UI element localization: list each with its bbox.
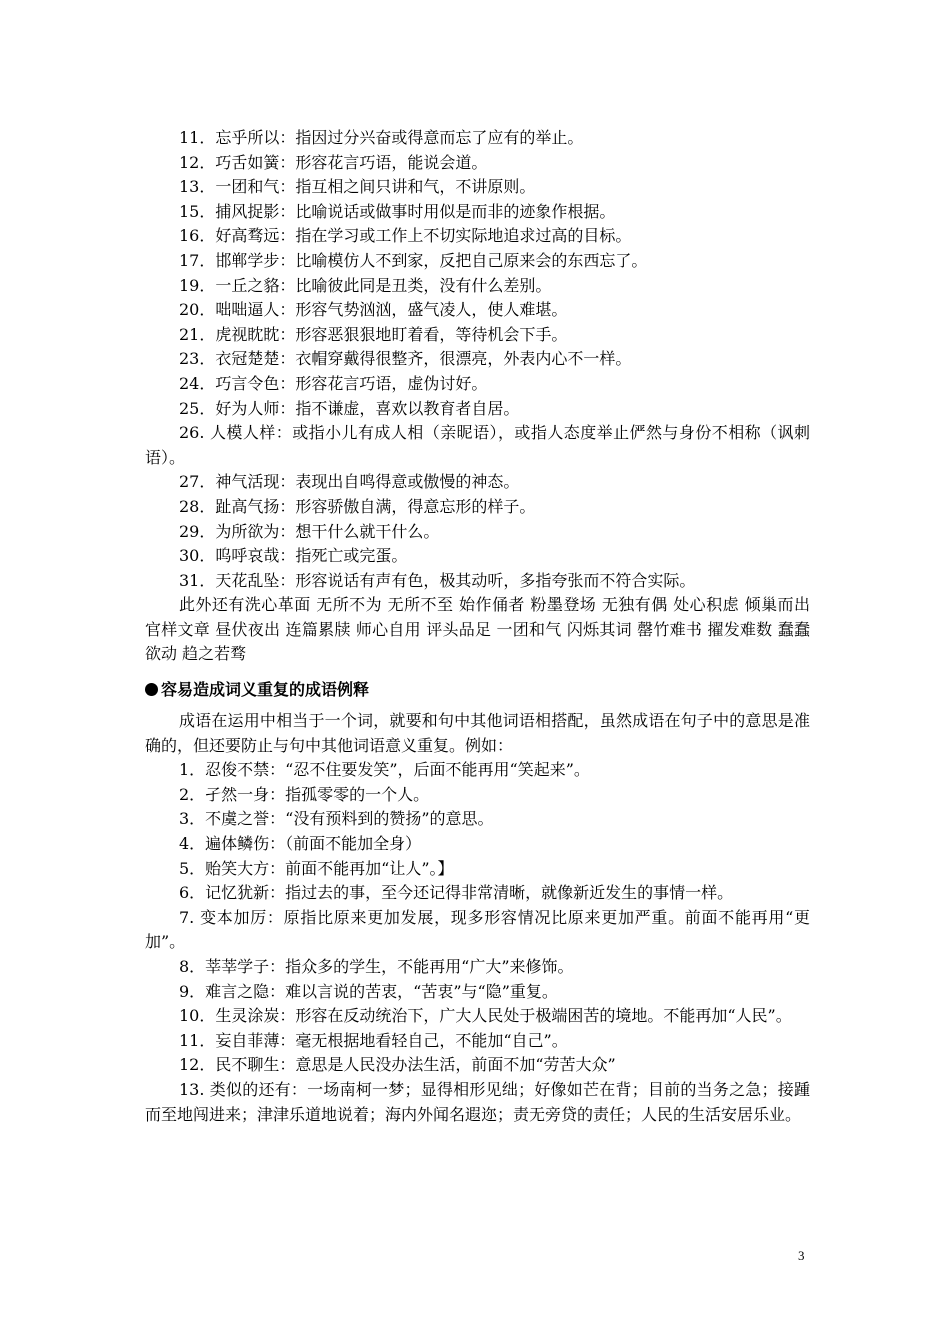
list-item: 9．难言之隐：难以言说的苦衷，“苦衷”与“隐”重复。: [179, 981, 558, 1001]
list-item: 19．一丘之貉：比喻彼此同是丑类，没有什么差别。: [179, 275, 552, 295]
bullet-icon: [145, 683, 158, 696]
page-content: [145, 126, 810, 1127]
list-item: 24．巧言令色：形容花言巧语，虚伪讨好。: [179, 373, 488, 393]
list-item: 20．咄咄逼人：形容气势汹汹，盛气凌人，使人难堪。: [179, 300, 568, 320]
list-item: 28．趾高气扬：形容骄傲自满，得意忘形的样子。: [179, 496, 536, 516]
list-item: 6．记忆犹新：指过去的事，至今还记得非常清晰，就像新近发生的事情一样。: [179, 883, 734, 903]
list-item: 8．莘莘学子：指众多的学生，不能再用“广大”来修饰。: [179, 957, 574, 976]
list-item: 4．遍体鳞伤：（前面不能加全身）: [179, 834, 422, 854]
list-item: 21．虎视眈眈：形容恶狠狠地盯着看，等待机会下手。: [179, 324, 568, 344]
list-item-wrapped: 10．生灵涂炭：形容在反动统治下，广大人民处于极端困苦的境地。不能再加“人民”。: [179, 1006, 792, 1026]
list-item: 29．为所欲为：想干什么就干什么。: [179, 521, 440, 541]
list-item: 31．天花乱坠：形容说话有声有色，极其动听，多指夸张而不符合实际。: [179, 570, 696, 590]
list-item: 11．忘乎所以：指因过分兴奋或得意而忘了应有的举止。: [179, 128, 584, 147]
list-item: 30．呜呼哀哉：指死亡或完蛋。: [179, 546, 408, 566]
section-heading-text: 容易造成词义重复的成语例释: [161, 680, 370, 700]
list-item: 11．妄自菲薄：毫无根据地看轻自己，不能加“自己”。: [179, 1030, 568, 1050]
list-item: 12．巧舌如簧：形容花言巧语，能说会道。: [179, 152, 488, 172]
list-item: 12．民不聊生：意思是人民没办法生活，前面不加“劳苦大众”: [179, 1055, 616, 1075]
list-item: 27．神气活现：表现出自鸣得意或傲慢的神态。: [179, 472, 520, 492]
extra-idioms-paragraph: 此外还有洗心革面 无所不为 无所不至 始作俑者 粉墨登场 无独有偶 处心积虑 倾巢而出 官样文章 昼伏夜出 连篇累牍 师心自用 评头品足 一团和气 闪烁其词 罄竹难书 擢发难数 蠢蠢欲动 趋之若骛: [145, 595, 810, 664]
list-item: 5．贻笑大方：前面不能再加“让人”。】: [179, 858, 454, 878]
list-item: 15．捕风捉影：比喻说话或做事时用似是而非的迹象作根据。: [179, 201, 616, 221]
list-item: 25．好为人师：指不谦虚，喜欢以教育者自居。: [179, 398, 520, 418]
list-item: 13．一团和气：指互相之间只讲和气，不讲原则。: [179, 177, 536, 197]
list-item: 23．衣冠楚楚：衣帽穿戴得很整齐，很漂亮，外表内心不一样。: [179, 349, 632, 369]
list-item: 2．孑然一身：指孤零零的一个人。: [179, 784, 430, 804]
list-item: 1．忍俊不禁：“忍不住要发笑”，后面不能再用“笑起来”。: [179, 760, 590, 780]
list-item-wrapped: 13. 类似的还有：一场南柯一梦；显得相形见绌；好像如芒在背；目前的当务之急；接踵而至地闯进来；津津乐道地说着；海内外闻名遐迩；责无旁贷的责任；人民的生活安居乐业。: [145, 1079, 810, 1124]
page-number: 3: [798, 1248, 805, 1263]
list-item-wrapped: 26. 人模人样：或指小儿有成人相（亲昵语），或指人态度举止俨然与身份不相称（讽刺语）。: [145, 423, 810, 467]
intro-paragraph: 成语在运用中相当于一个词，就要和句中其他词语相搭配，虽然成语在句子中的意思是准确的，但还要防止与句中其他词语意义重复。例如：: [145, 711, 810, 755]
section-heading: [145, 677, 810, 703]
list-item-wrapped: 7. 变本加厉：原指比原来更加发展，现多形容情况比原来更加严重。前面不能再用“更加”。: [145, 907, 810, 952]
list-item: 17．邯郸学步：比喻模仿人不到家，反把自己原来会的东西忘了。: [179, 250, 648, 270]
list-item: 3．不虞之誉：“没有预料到的赞扬”的意思。: [179, 809, 494, 829]
list-item: 16．好高骛远：指在学习或工作上不切实际地追求过高的目标。: [179, 226, 632, 246]
